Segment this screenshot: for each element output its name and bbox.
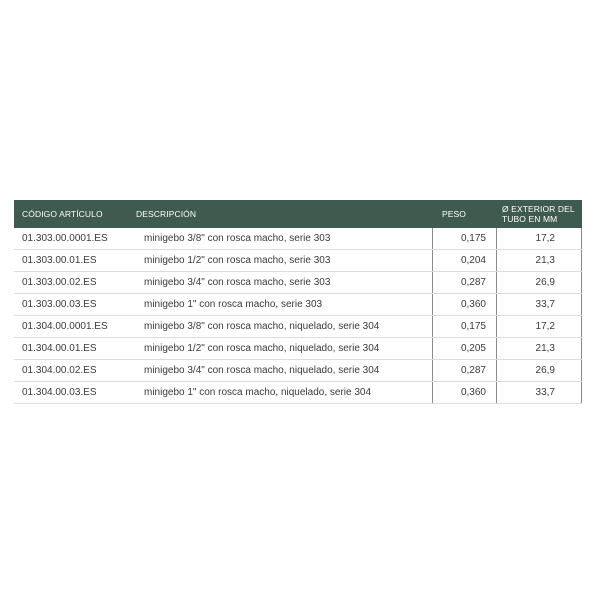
header-weight: PESO [442,209,467,219]
cell-diameter: 26,9 [496,272,582,293]
cell-weight: 0,175 [432,316,496,337]
table-row [14,316,582,338]
header-diameter-line2: TUBO EN MM [502,214,558,224]
table-row [14,228,582,250]
cell-diameter: 17,2 [496,228,582,249]
header-code: CÓDIGO ARTÍCULO [22,209,103,219]
cell-description: minigebo 3/4" con rosca macho, serie 303 [144,277,331,288]
cell-weight: 0,205 [432,338,496,359]
table-header-row [14,200,582,228]
cell-diameter: 33,7 [496,294,582,315]
cell-diameter: 21,3 [496,250,582,271]
product-table [14,200,582,404]
cell-description: minigebo 3/8" con rosca macho, serie 303 [144,233,331,244]
cell-description: minigebo 1/2" con rosca macho, niquelado, serie 304 [144,343,380,354]
cell-code: 01.304.00.0001.ES [22,321,108,332]
cell-diameter: 26,9 [496,360,582,381]
cell-weight: 0,287 [432,360,496,381]
cell-code: 01.303.00.02.ES [22,277,97,288]
cell-code: 01.303.00.03.ES [22,299,97,310]
cell-code: 01.303.00.0001.ES [22,233,108,244]
table-row [14,338,582,360]
cell-description: minigebo 1/2" con rosca macho, serie 303 [144,255,331,266]
cell-description: minigebo 3/4" con rosca macho, niquelado, serie 304 [144,365,380,376]
header-diameter [496,204,582,224]
cell-description: minigebo 1" con rosca macho, serie 303 [144,299,323,310]
cell-weight: 0,360 [432,382,496,403]
table-row [14,250,582,272]
cell-description: minigebo 3/8" con rosca macho, niquelado, serie 304 [144,321,380,332]
table-row [14,360,582,382]
table-row [14,272,582,294]
cell-description: minigebo 1" con rosca macho, niquelado, serie 304 [144,387,372,398]
cell-code: 01.304.00.01.ES [22,343,97,354]
cell-code: 01.304.00.03.ES [22,387,97,398]
header-description: DESCRIPCIÓN [136,209,197,219]
cell-code: 01.304.00.02.ES [22,365,97,376]
cell-diameter: 33,7 [496,382,582,403]
cell-code: 01.303.00.01.ES [22,255,97,266]
table-row [14,294,582,316]
cell-diameter: 17,2 [496,316,582,337]
cell-weight: 0,360 [432,294,496,315]
cell-weight: 0,287 [432,272,496,293]
cell-diameter: 21,3 [496,338,582,359]
cell-weight: 0,204 [432,250,496,271]
table-row [14,382,582,404]
header-diameter-line1: Ø EXTERIOR DEL [502,204,575,214]
cell-weight: 0,175 [432,228,496,249]
